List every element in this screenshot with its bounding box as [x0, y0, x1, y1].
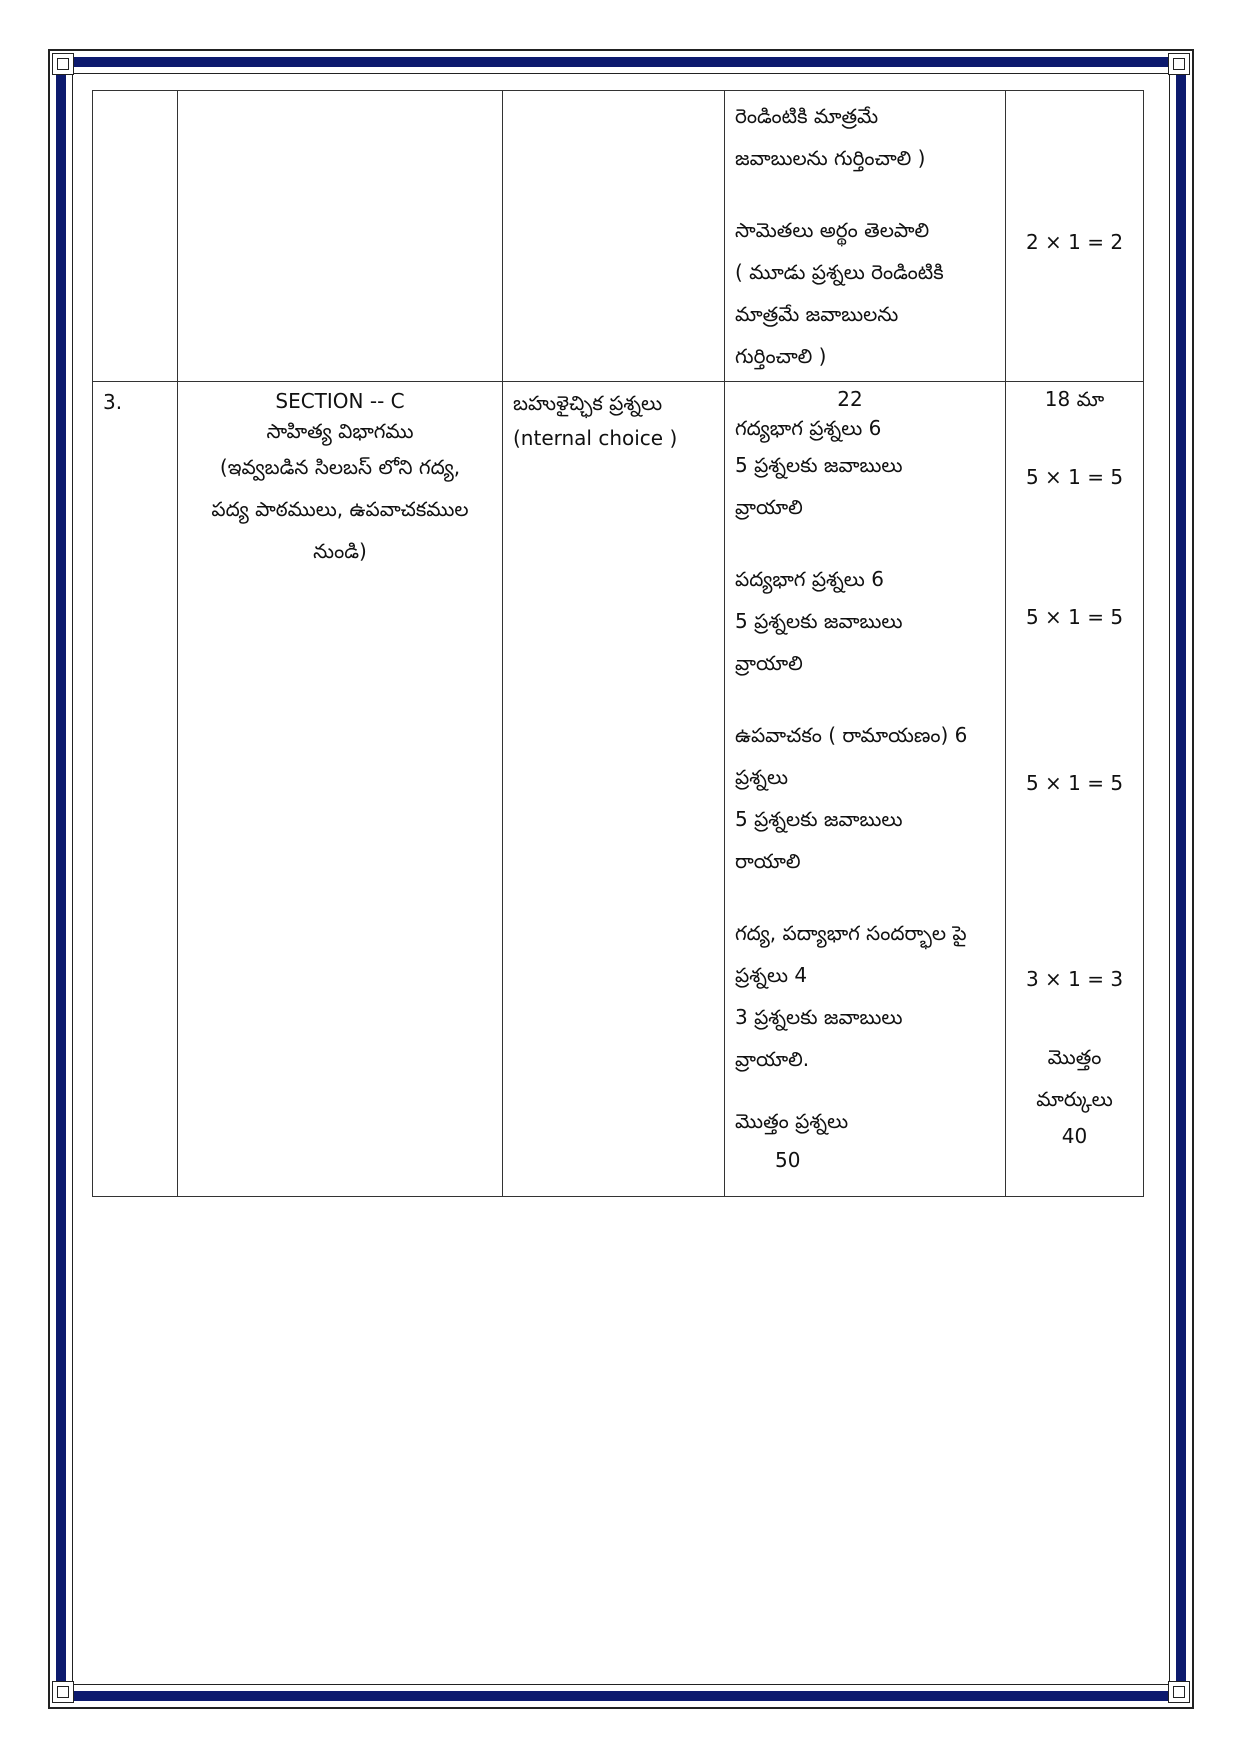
detail-line: వ్రాయాలి — [735, 495, 803, 519]
cell-section — [178, 382, 503, 1197]
row-number: 3. — [103, 390, 123, 414]
total-questions-value: 50 — [775, 1148, 801, 1172]
answer-line: ( మూడు ప్రశ్నలు రెండింటికి — [735, 260, 944, 284]
cell-question-type — [503, 382, 725, 1197]
detail-line: రాయాలి — [735, 849, 801, 873]
answer-line: రెండింటికి మాత్రమే — [735, 104, 879, 128]
corner-ornament-bottom-right — [1168, 1681, 1190, 1703]
detail-line: పద్యభాగ ప్రశ్నలు 6 — [735, 567, 884, 591]
detail-line: ప్రశ్నలు 4 — [735, 963, 808, 987]
section-desc-line: నుండి) — [313, 539, 367, 563]
cell-section — [178, 91, 503, 382]
section-desc-line: పద్య పాఠములు, ఉపవాచకముల — [211, 497, 469, 521]
table-row-section-c — [93, 382, 1144, 1197]
corner-ornament-bottom-left — [52, 1681, 74, 1703]
syllabus-table — [92, 90, 1144, 1197]
corner-ornament-top-right — [1168, 53, 1190, 75]
cell-number — [93, 382, 178, 1197]
question-count-header: 22 — [837, 387, 863, 411]
question-type-line: బహుళైచ్ఛిక ప్రశ్నలు — [513, 391, 663, 415]
answer-line: జవాబులను గుర్తించాలి ) — [735, 146, 926, 170]
detail-line: ప్రశ్నలు — [735, 765, 789, 789]
total-questions-label: మొత్తం ప్రశ్నలు — [735, 1109, 849, 1133]
mark-value: 5 × 1 = 5 — [1025, 605, 1124, 629]
cell-question-details — [725, 382, 1006, 1197]
detail-line: 5 ప్రశ్నలకు జవాబులు — [735, 609, 903, 633]
table-row-continued — [93, 91, 1144, 382]
section-desc-line: (ఇవ్వబడిన సిలబస్ లోని గద్య, — [219, 455, 461, 479]
detail-line: గద్యభాగ ప్రశ్నలు 6 — [735, 416, 882, 440]
answer-line: మాత్రమే జవాబులను — [735, 302, 899, 326]
total-marks-label: మొత్తం — [1047, 1045, 1102, 1069]
detail-line: 3 ప్రశ్నలకు జవాబులు — [735, 1005, 903, 1029]
corner-ornament-top-left — [52, 53, 74, 75]
detail-line: 5 ప్రశ్నలకు జవాబులు — [735, 807, 903, 831]
mark-value: 3 × 1 = 3 — [1025, 967, 1124, 991]
cell-marks — [1006, 91, 1144, 382]
answer-line: సామెతలు అర్థం తెలపాలి — [735, 218, 930, 242]
cell-question-type — [503, 91, 725, 382]
detail-line: గద్య, పద్యాభాగ సందర్భాల పై — [735, 921, 967, 945]
detail-line: 5 ప్రశ్నలకు జవాబులు — [735, 453, 903, 477]
total-marks-value: 40 — [1061, 1124, 1088, 1148]
section-title: SECTION -- C — [275, 389, 405, 413]
detail-line: ఉపవాచకం ( రామాయణం) 6 — [735, 723, 968, 747]
detail-line: వ్రాయాలి. — [735, 1047, 810, 1071]
mark-value: 5 × 1 = 5 — [1025, 771, 1124, 795]
answer-line: గుర్తించాలి ) — [735, 344, 827, 368]
cell-marks — [1006, 382, 1144, 1197]
section-desc-line: సాహిత్య విభాగము — [266, 419, 414, 443]
total-marks-label: మార్కులు — [1036, 1087, 1113, 1111]
cell-question-details — [725, 91, 1006, 382]
mark-value: 2 × 1 = 2 — [1025, 230, 1124, 254]
mark-value: 5 × 1 = 5 — [1025, 465, 1124, 489]
question-type-line: (nternal choice ) — [513, 426, 678, 450]
cell-number — [93, 91, 178, 382]
marks-header: 18 మా — [1044, 387, 1105, 411]
detail-line: వ్రాయాలి — [735, 651, 803, 675]
